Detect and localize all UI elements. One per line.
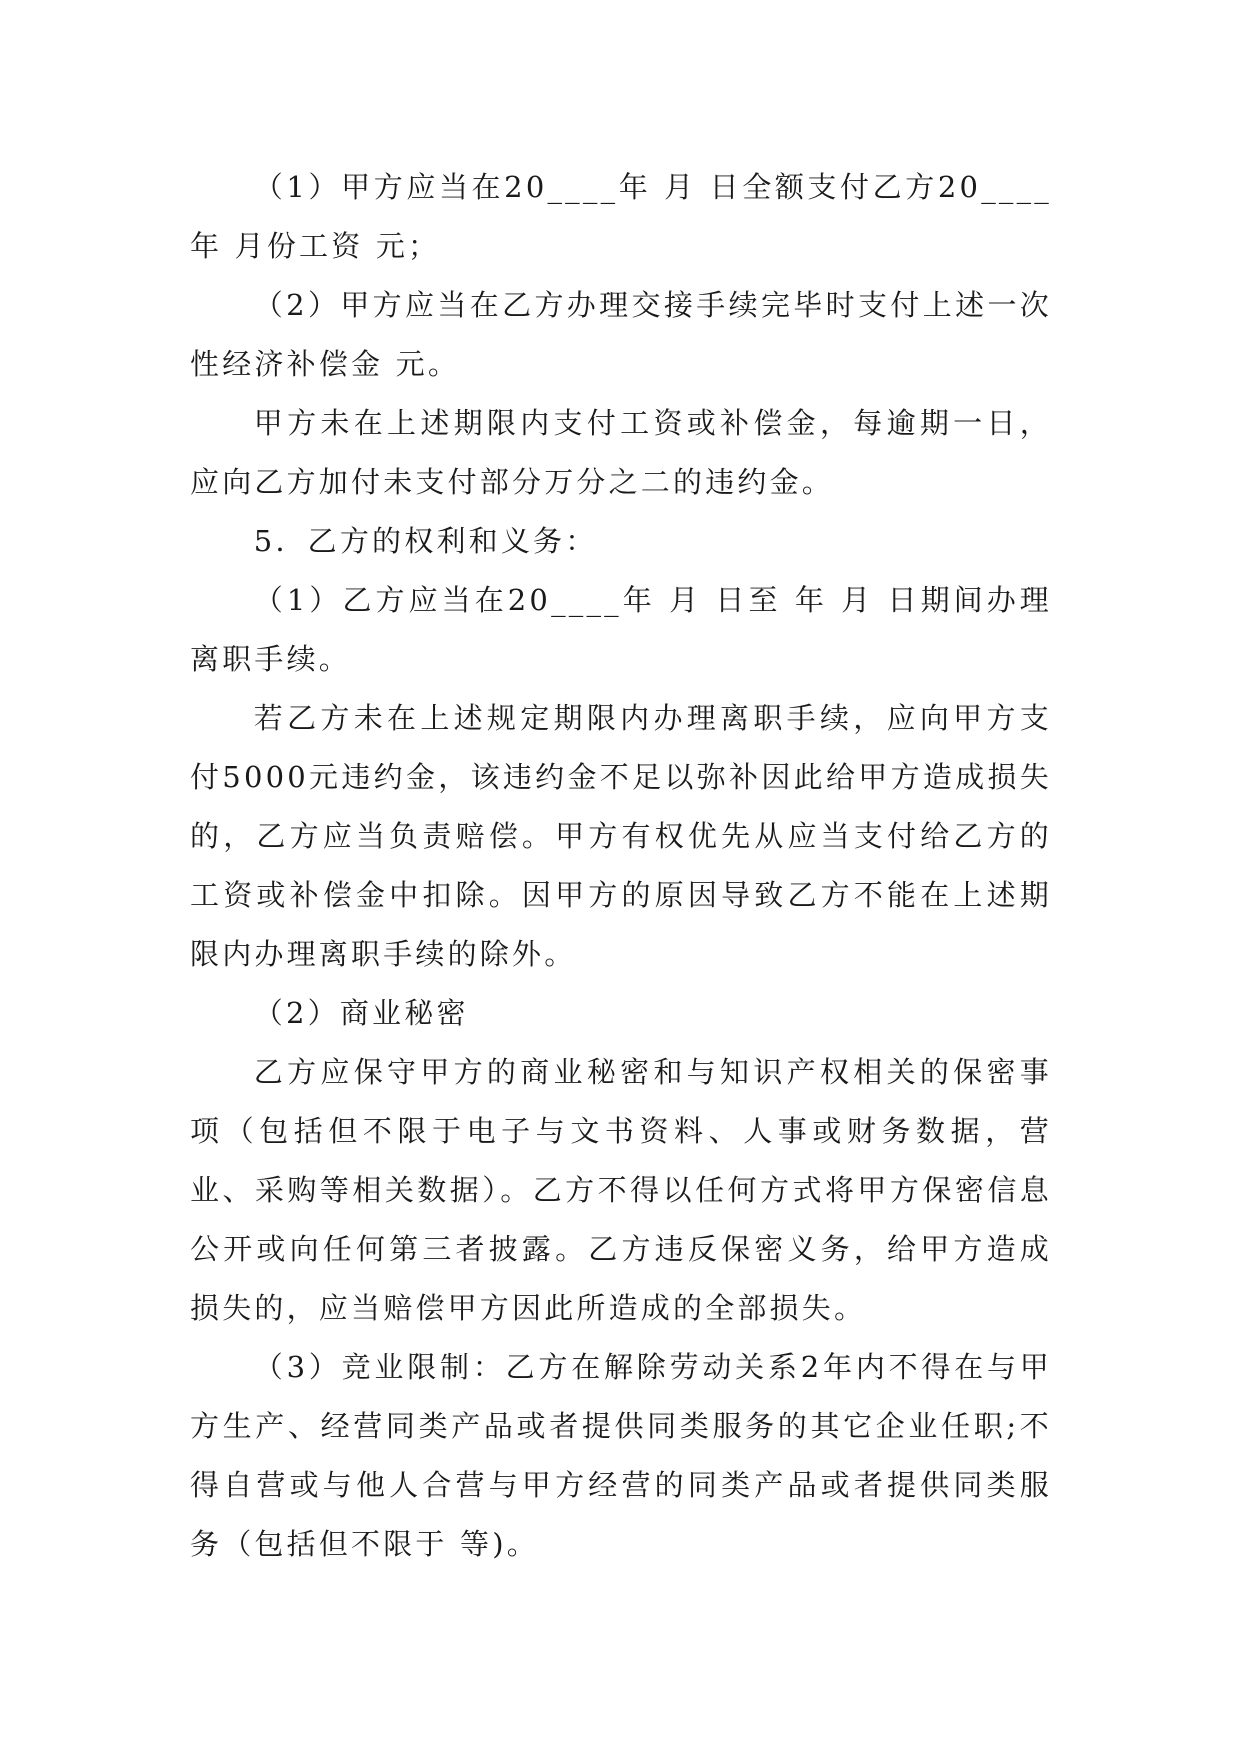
subheading-trade-secrets: （2）商业秘密: [253, 996, 469, 1030]
paragraph-resignation-deadline: （1）乙方应当在20____年 月 日至 年 月 日期间办理离职手续。: [190, 583, 1052, 676]
paragraph-confidentiality: 乙方应保守甲方的商业秘密和与知识产权相关的保密事项（包括但不限于电子与文书资料、人事或财务数据，营业、采购等相关数据）。乙方不得以任何方式将甲方保密信息公开或向任何第三者披露。乙方违反保密义务，给甲方造成损失的，应当赔偿甲方因此所造成的全部损失。: [190, 1055, 1052, 1325]
contract-body: [190, 158, 1052, 1574]
paragraph-late-penalty: 甲方未在上述期限内支付工资或补偿金，每逾期一日，应向乙方加付未支付部分万分之二的违约金。: [190, 406, 1052, 499]
paragraph-non-compete: （3）竞业限制：乙方在解除劳动关系2年内不得在与甲方生产、经营同类产品或者提供同类服务的其它企业任职;不得自营或与他人合营与甲方经营的同类产品或者提供同类服务（包括但不限于 等)。: [190, 1350, 1052, 1561]
paragraph-compensation-payment: （2）甲方应当在乙方办理交接手续完毕时支付上述一次性经济补偿金 元。: [190, 288, 1052, 381]
section-heading-party-b-rights: 5．乙方的权利和义务：: [253, 524, 598, 558]
paragraph-resignation-penalty: 若乙方未在上述规定期限内办理离职手续，应向甲方支付5000元违约金，该违约金不足以弥补因此给甲方造成损失的，乙方应当负责赔偿。甲方有权优先从应当支付给乙方的工资或补偿金中扣除。因甲方的原因导致乙方不能在上述期限内办理离职手续的除外。: [190, 701, 1052, 971]
paragraph-salary-payment: （1）甲方应当在20____年 月 日全额支付乙方20____年 月份工资 元；: [190, 170, 1052, 263]
